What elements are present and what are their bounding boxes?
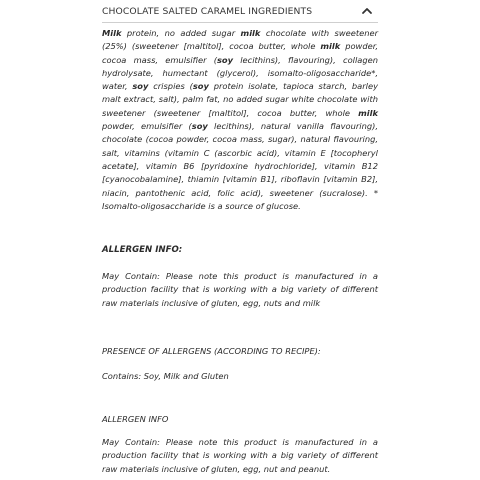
ingredients-accordion-header[interactable] xyxy=(102,0,378,23)
allergen-word: soy xyxy=(192,81,209,92)
ingredient-text-run: lecithins), natural vanilla flavouring), chocolate (cocoa powder, cocoa mass, sugar), natural flavouring, salt, vitamins (vitamin C (ascorbic acid), vitamin E [tocopheryl acetate], vitamin B6 [pyridoxine hydrochloride], vitamin B12 [cyanocobalamine], thiamin [vitamin B1], riboflavin [vitamin B2], niacin, pantothenic acid, folic acid), sweetener (sucralose). * Isomalto-oligosaccharide is a source of glucose. xyxy=(102,121,378,211)
allergen-word: soy xyxy=(191,121,208,132)
ingredients-title: CHOCOLATE SALTED CARAMEL INGREDIENTS xyxy=(102,5,313,17)
allergen-info2-heading: ALLERGEN INFO xyxy=(102,414,169,424)
allergen-word: milk xyxy=(240,28,261,38)
ingredient-text-run: protein, no added sugar xyxy=(121,28,241,38)
allergen-word: soy xyxy=(132,81,149,92)
ingredient-text-run: powder, emulsifier ( xyxy=(102,121,192,132)
ingredient-text-run: crispies ( xyxy=(148,81,193,92)
presence-text: Contains: Soy, Milk and Gluten xyxy=(102,371,229,381)
allergen-info-text: May Contain: Please note this product is manufactured in a production facility that is working with a big variety of different raw materials inclusive of gluten, egg, nuts and milk xyxy=(102,271,378,308)
ingredients-text xyxy=(102,27,378,213)
ingredient-text-run: protein isolate, tapioca starch, barley malt extract, salt), palm fat, no added sugar white chocolate with sweetener (sweetener [maltitol], cocoa butter, whole xyxy=(102,81,378,118)
allergen-word: milk xyxy=(320,41,341,52)
presence-heading: PRESENCE OF ALLERGENS (ACCORDING TO RECIPE): xyxy=(102,346,321,356)
allergen-info-heading: ALLERGEN INFO: xyxy=(102,245,183,255)
allergen-info2-text: May Contain: Please note this product is manufactured in a production facility that is working with a big variety of different raw materials inclusive of gluten, egg, nut and peanut. xyxy=(102,437,378,474)
chevron-up-icon[interactable] xyxy=(360,4,374,18)
allergen-word: soy xyxy=(216,54,234,65)
allergen-word: Milk xyxy=(102,28,122,38)
ingredient-text-run: powder, cocoa mass, emulsifier ( xyxy=(102,41,378,65)
allergen-word: milk xyxy=(358,107,378,118)
ingredient-text-run: lecithins), flavouring), collagen hydrolysate, humectant (glycerol), isomalto-oligosaccharide*, water, xyxy=(102,54,378,92)
ingredient-text-run: chocolate with sweetener (25%) (sweetener [maltitol], cocoa butter, whole xyxy=(102,28,378,52)
